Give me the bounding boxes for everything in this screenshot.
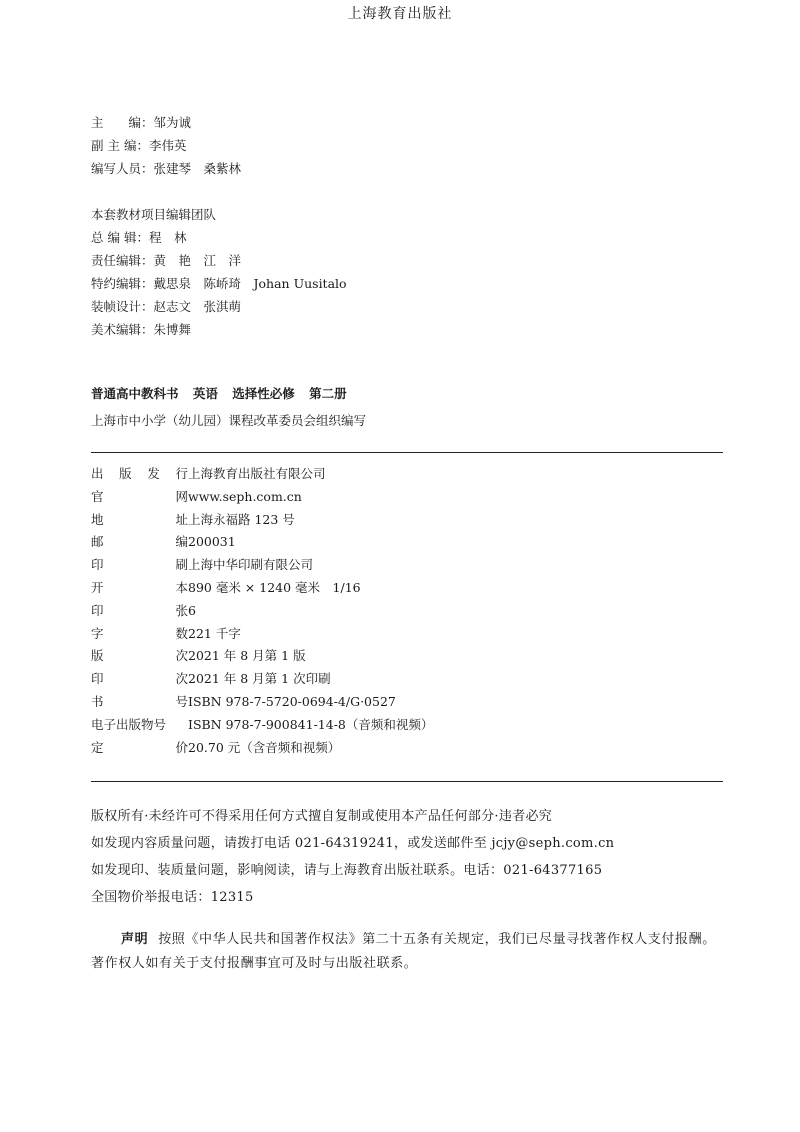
book-title — [91, 384, 357, 402]
pub-info-label-char: 编 — [175, 534, 188, 550]
divider-bottom — [91, 781, 723, 782]
pub-info-label — [91, 645, 188, 668]
credit-deputy-editor: 副 主 编：李伟英 — [91, 138, 187, 153]
pub-info-row — [91, 600, 433, 623]
editor-credits — [91, 111, 241, 180]
pub-info-value: 2021 年 8 月第 1 次印刷 — [188, 671, 331, 687]
pub-info-value: 20.70 元（含音频和视频） — [188, 739, 341, 755]
pub-info-row — [91, 714, 433, 737]
pub-info-row — [91, 668, 433, 691]
pub-info-label — [91, 600, 188, 623]
pub-info-label-char: 定 — [91, 739, 104, 755]
pub-info-row — [91, 554, 433, 577]
pub-info-label-char: 号 — [175, 693, 188, 709]
pub-info-value: 221 千字 — [188, 625, 241, 641]
book-subtitle: 上海市中小学（幼儿园）课程改革委员会组织编写 — [91, 413, 367, 428]
pub-info-label — [91, 486, 188, 509]
pub-info-label — [91, 714, 188, 737]
pub-info-label-char: 本 — [175, 579, 188, 595]
pub-info-label-char: 地 — [91, 511, 104, 527]
pub-info-value: www.seph.com.cn — [188, 488, 302, 504]
pub-info-label — [91, 623, 188, 646]
pub-info-row — [91, 577, 433, 600]
pub-info-label — [91, 691, 188, 714]
pub-info-label-char: 邮 — [91, 534, 104, 550]
pub-info-label-char: 电子出版物号 — [91, 716, 167, 732]
pub-info-label-char: 行 — [175, 466, 188, 481]
pub-info-label-char: 网 — [175, 488, 188, 504]
pub-info-label-char: 书 — [91, 693, 104, 709]
statement-keyword: 声明 — [121, 932, 149, 947]
pub-info-row — [91, 531, 433, 554]
pub-info-value: 上海教育出版社有限公司 — [188, 466, 326, 481]
book-title-volume: 第二册 — [309, 386, 347, 401]
pub-info-value: 890 毫米 × 1240 毫米 1/16 — [188, 579, 361, 595]
content-issue-contact: 如发现内容质量问题，请拨打电话 021-64319241，或发送邮件至 jcjy@seph.com.cn — [91, 836, 615, 851]
pub-info-label-char: 官 — [91, 488, 104, 504]
pub-info-label — [91, 737, 188, 760]
publisher-header: 上海教育出版社 — [347, 6, 453, 22]
pub-info-label — [91, 554, 188, 577]
pub-info-row — [91, 645, 433, 668]
pub-info-label-char: 字 — [91, 625, 104, 641]
pub-info-value: 200031 — [188, 534, 236, 550]
pub-info-row — [91, 486, 433, 509]
pub-info-label-char: 次 — [175, 648, 188, 664]
pub-info-row — [91, 509, 433, 532]
divider-top — [91, 452, 723, 453]
pub-info-label-char: 价 — [175, 739, 188, 755]
team-design: 装帧设计：赵志文 张淇萌 — [91, 299, 242, 314]
pub-info-label — [91, 463, 188, 486]
pub-info-value: 上海中华印刷有限公司 — [188, 557, 314, 573]
pub-info-label-char: 开 — [91, 579, 104, 595]
pub-info-label-char: 数 — [175, 625, 188, 641]
pub-info-label — [91, 531, 188, 554]
pub-info-value: ISBN 978-7-900841-14-8（音频和视频） — [188, 716, 434, 732]
pub-info-value: ISBN 978-7-5720-0694-4/G·0527 — [188, 693, 396, 709]
pub-info-label-char: 印 — [91, 557, 104, 573]
pub-info-label-char: 版 — [91, 648, 104, 664]
pub-info-label-char: 次 — [175, 671, 188, 687]
team-art-editor: 美术编辑：朱博舞 — [91, 322, 192, 337]
credit-chief-editor: 主 编：邹为诚 — [91, 115, 192, 130]
team-chief-editor: 总 编 辑：程 林 — [91, 230, 187, 245]
pub-info-label — [91, 668, 188, 691]
pub-info-row — [91, 623, 433, 646]
pub-info-label-char: 刷 — [175, 557, 188, 573]
pub-info-label-char: 版 — [119, 466, 132, 481]
pub-info-row — [91, 737, 433, 760]
pub-info-row — [91, 463, 433, 486]
pub-info-label-char: 张 — [175, 602, 188, 618]
book-title-subject: 英语 — [192, 386, 218, 401]
pub-info-value: 2021 年 8 月第 1 版 — [188, 648, 306, 664]
book-title-series: 普通高中教科书 — [91, 386, 179, 401]
copyright-line: 版权所有·未经许可不得采用任何方式擅自复制或使用本产品任何部分·违者必究 — [91, 809, 553, 824]
pub-info-label-char: 出 — [91, 466, 104, 481]
publication-info-table — [91, 463, 433, 759]
team-responsible-editors: 责任编辑：黄 艳 江 洋 — [91, 253, 242, 268]
pub-info-value: 6 — [188, 602, 196, 618]
price-report-line: 全国物价举报电话：12315 — [91, 890, 254, 905]
pub-info-row — [91, 691, 433, 714]
copyright-statement — [91, 928, 727, 976]
pub-info-label-char: 印 — [91, 602, 104, 618]
pub-info-value: 上海永福路 123 号 — [188, 511, 295, 527]
print-issue-contact: 如发现印、装质量问题，影响阅读，请与上海教育出版社联系。电话：021-64377165 — [91, 863, 603, 878]
rights-notice — [91, 803, 614, 911]
statement-text: 按照《中华人民共和国著作权法》第二十五条有关规定，我们已尽量寻找著作权人支付报酬。著作权人如有关于支付报酬事宜可及时与出版社联系。 — [91, 932, 716, 971]
credit-writers: 编写人员：张建琴 桑紫林 — [91, 161, 242, 176]
pub-info-label-char: 印 — [91, 671, 104, 687]
pub-info-label — [91, 577, 188, 600]
editorial-team — [91, 203, 347, 341]
pub-info-label — [91, 509, 188, 532]
pub-info-label-char: 发 — [147, 466, 160, 481]
team-special-editors: 特约编辑：戴思泉 陈峤琦 Johan Uusitalo — [91, 276, 347, 291]
team-heading: 本套教材项目编辑团队 — [91, 207, 217, 222]
pub-info-label-char: 址 — [175, 511, 188, 527]
book-title-module: 选择性必修 — [232, 386, 295, 401]
